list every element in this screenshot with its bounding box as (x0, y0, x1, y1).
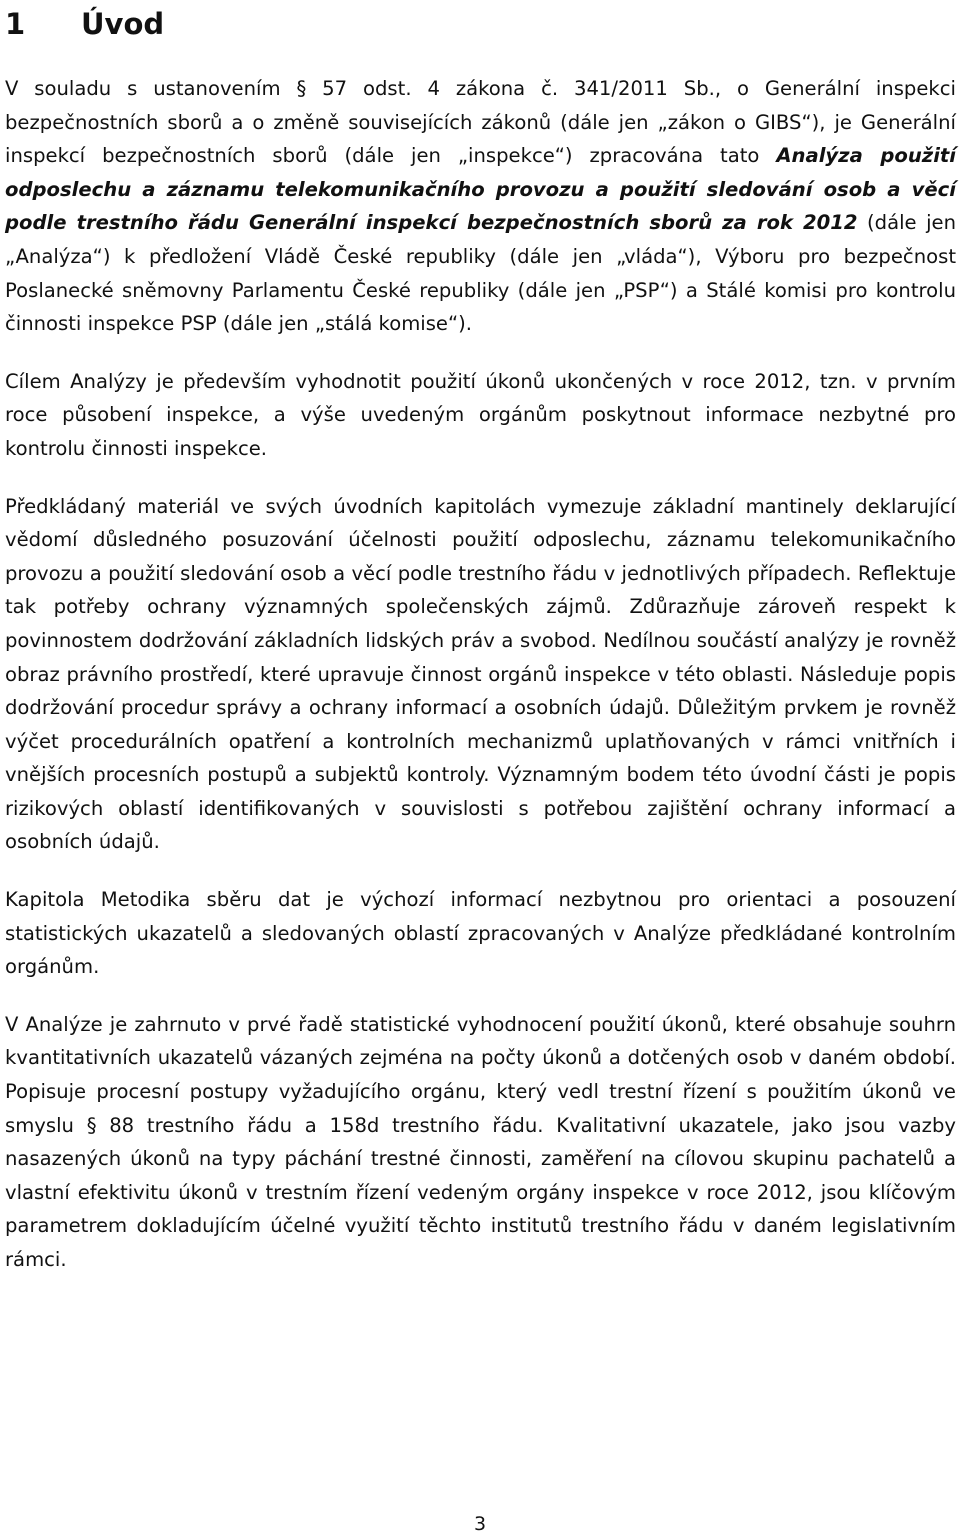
paragraph-statistics: V Analýze je zahrnuto v prvé řadě statistické vyhodnocení použití úkonů, které obsahuje souhrn kvantitativních ukazatelů vázaných zejména na počty úkonů a dotčených osob v daném období. Popisuje procesní postupy vyžadujícího orgánu, který vedl trestní řízení s použitím úkonů ve smyslu § 88 trestního řádu a 158d trestního řádu. Kvalitativní ukazatele, jako jsou vazby nasazených úkonů na typy páchání trestné činnosti, zaměření na cílovou skupinu pachatelů a vlastní efektivitu úkonů v trestním řízení vedeným orgány inspekce v roce 2012, jsou klíčovým parametrem dokladujícím účelné využití těchto institutů trestního řádu v daném legislativním rámci. (5, 1012, 956, 1271)
analysis-title-emphasis: Analýza použití odposlechu a záznamu telekomunikačního provozu a použití sledování osob a věcí podle trestního řádu Generální inspekcí bezpečnostních sborů za rok 2012 (5, 144, 956, 235)
paragraph-methodology: Kapitola Metodika sběru dat je výchozí informací nezbytnou pro orientaci a posouzení statistických ukazatelů a sledovaných oblastí zpracovaných v Analýze předkládané kontrolním orgánům. (5, 888, 956, 979)
section-title: Úvod (81, 7, 165, 41)
document-page (5, 0, 956, 1277)
paragraph-introduction (5, 72, 956, 341)
page-number: 3 (473, 1513, 487, 1535)
intro-text-before: V souladu s ustanovením § 57 odst. 4 zákona č. 341/2011 Sb., o Generální inspekci bezpečnostních sborů a o změně souvisejících zákonů (dále jen „zákon o GIBS“), je Generální inspekcí bezpečnostních sborů (dále jen „inspekce“) zpracována tato (5, 77, 956, 168)
paragraph-material-overview: Předkládaný materiál ve svých úvodních kapitolách vymezuje základní mantinely deklarující vědomí důsledného posuzování účelnosti použití odposlechu, záznamu telekomunikačního provozu a použití sledování osob a věcí podle trestního řádu v jednotlivých případech. Reflektuje tak potřeby ochrany významných společenských zájmů. Zdůrazňuje zároveň respekt k povinnostem dodržování základních lidských práv a svobod. Nedílnou součástí analýzy je rovněž obraz právního prostředí, které upravuje činnost orgánů inspekce v této oblasti. Následuje popis dodržování procedur správy a ochrany informací a osobních údajů. Důležitým prvkem je rovněž výčet procedurálních opatření a kontrolních mechanizmů uplatňovaných v rámci vnitřních i vnějších procesních postupů a subjektů kontroly. Významným bodem této úvodní části je popis rizikových oblastí identifikovaných v souvislosti s potřebou zajištění ochrany informací a osobních údajů. (5, 494, 956, 854)
section-number: 1 (5, 7, 26, 41)
paragraph-goal: Cílem Analýzy je především vyhodnotit použití úkonů ukončených v roce 2012, tzn. v prvním roce působení inspekce, a výše uvedeným orgánům poskytnout informace nezbytné pro kontrolu činnosti inspekce. (5, 369, 956, 460)
section-heading (5, 0, 956, 58)
intro-text-after: (dále jen „Analýza“) k předložení Vládě České republiky (dále jen „vláda“), Výboru pro bezpečnost Poslanecké sněmovny Parlamentu České republiky (dále jen „PSP“) a Stálé komisi pro kontrolu činnosti inspekce PSP (dále jen „stálá komise“). (5, 211, 956, 336)
